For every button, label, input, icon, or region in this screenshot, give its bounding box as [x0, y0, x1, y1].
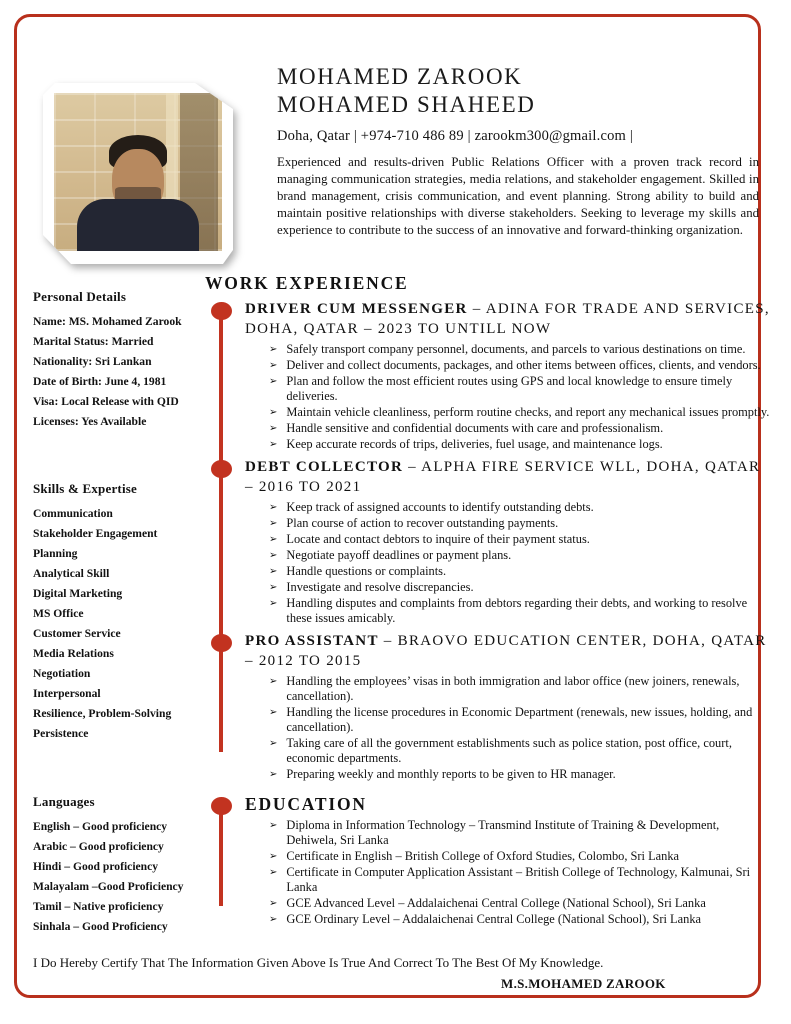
- person-shirt: [77, 199, 199, 251]
- language-item: Hindi – Good proficiency: [33, 860, 159, 873]
- job-title: PRO ASSISTANT – BRAOVO EDUCATION CENTER, DOHA, QATAR – 2012 TO 2015: [245, 633, 767, 669]
- signature-name: M.S.MOHAMED ZAROOK: [501, 976, 666, 991]
- skill-item: Negotiation: [33, 667, 91, 680]
- photo-frame: [43, 83, 233, 264]
- job-bullet: ➢ Safely transport company personnel, documents, and parcels to various destinations on time.: [269, 342, 746, 356]
- job-bullet: ➢ Deliver and collect documents, packages, and other items between offices, clients, and vendors.: [269, 358, 761, 372]
- job-bullet: ➢ Negotiate payoff deadlines or payment plans.: [269, 548, 512, 562]
- personal-detail-item: Marital Status: Married: [33, 335, 154, 348]
- profile-summary: Experienced and results-driven Public Relations Officer with a proven track record in managing communication strategies, media relations, and stakeholder engagement. Skilled in brand management, crisis communication, and event planning. Strong ability to build and maintain positive relationships with diverse stakeholders. Seeking to leverage my skills and experience to contribute to the success of an innovative and forward-thinking organization.: [277, 155, 759, 238]
- work-experience-timeline: [187, 299, 771, 782]
- arrow-bullet-icon: ➢: [269, 598, 278, 609]
- arrow-bullet-icon: ➢: [269, 423, 278, 434]
- skill-item: MS Office: [33, 607, 84, 620]
- skill-item: Interpersonal: [33, 687, 101, 700]
- education-item: ➢ GCE Advanced Level – Addalaichenai Central College (National School), Sri Lanka: [269, 896, 706, 910]
- arrow-bullet-icon: ➢: [269, 769, 278, 780]
- job-bullet: ➢ Plan and follow the most efficient routes using GPS and local knowledge to ensure timely deliveries.: [269, 374, 733, 403]
- arrow-bullet-icon: ➢: [269, 439, 278, 450]
- arrow-bullet-icon: ➢: [269, 867, 278, 878]
- language-item: Arabic – Good proficiency: [33, 840, 164, 853]
- job-bullet: ➢ Handling the employees’ visas in both immigration and labor office (new joiners, renewals, cancellation).: [269, 674, 740, 703]
- arrow-bullet-icon: ➢: [269, 376, 278, 387]
- name-line-2: MOHAMED SHAHEED: [277, 92, 536, 118]
- job-bullet: ➢ Maintain vehicle cleanliness, perform routine checks, and report any mechanical issues promptly.: [269, 405, 770, 419]
- job-title: DRIVER CUM MESSENGER – ADINA FOR TRADE AND SERVICES, DOHA, QATAR – 2023 TO UNTILL NOW: [245, 301, 770, 337]
- candidate-name: [277, 63, 759, 119]
- education-heading: EDUCATION: [245, 794, 367, 814]
- language-item: Sinhala – Good Proficiency: [33, 920, 168, 933]
- contact-line: Doha, Qatar | +974-710 486 89 | zarookm300@gmail.com |: [277, 128, 633, 145]
- name-line-1: MOHAMED ZAROOK: [277, 64, 523, 89]
- job-debt-collector: [245, 457, 771, 626]
- job-bullet: ➢ Taking care of all the government establishments such as police station, post office, court, economic departments.: [269, 736, 732, 765]
- certification-statement: I Do Hereby Certify That The Information Given Above Is True And Correct To The Best Of My Knowledge.: [33, 955, 604, 970]
- education-item: ➢ Certificate in Computer Application Assistant – British College of Technology, Kalmunai, Sri Lanka: [269, 865, 751, 894]
- personal-detail-item: Visa: Local Release with QID: [33, 395, 179, 408]
- languages-section: [33, 794, 197, 937]
- personal-details-list: [33, 312, 197, 432]
- job-title: DEBT COLLECTOR – ALPHA FIRE SERVICE WLL, DOHA, QATAR – 2016 TO 2021: [245, 459, 761, 495]
- education-item: ➢ GCE Ordinary Level – Addalaichenai Central College (National School), Sri Lanka: [269, 912, 702, 926]
- timeline-dot: [211, 302, 232, 320]
- job-bullet: ➢ Handling the license procedures in Economic Department (renewals, new issues, holding, and cancellation).: [269, 705, 753, 734]
- job-driver-cum-messenger: [245, 299, 771, 452]
- arrow-bullet-icon: ➢: [269, 534, 278, 545]
- skill-item: Media Relations: [33, 647, 114, 660]
- footer: [33, 955, 747, 992]
- arrow-bullet-icon: ➢: [269, 518, 278, 529]
- personal-details-section: [33, 289, 197, 432]
- arrow-bullet-icon: ➢: [269, 550, 278, 561]
- skill-item: Digital Marketing: [33, 587, 123, 600]
- job-bullet: ➢ Preparing weekly and monthly reports to be given to HR manager.: [269, 767, 616, 781]
- arrow-bullet-icon: ➢: [269, 566, 278, 577]
- job-pro-assistant: [245, 631, 771, 782]
- arrow-bullet-icon: ➢: [269, 676, 278, 687]
- skill-item: Analytical Skill: [33, 567, 110, 580]
- personal-detail-item: Licenses: Yes Available: [33, 415, 147, 428]
- language-item: Tamil – Native proficiency: [33, 900, 164, 913]
- languages-list: [33, 817, 197, 937]
- timeline-dot: [211, 460, 232, 478]
- skills-title: Skills & Expertise: [33, 481, 137, 496]
- arrow-bullet-icon: ➢: [269, 407, 278, 418]
- arrow-bullet-icon: ➢: [269, 851, 278, 862]
- arrow-bullet-icon: ➢: [269, 582, 278, 593]
- timeline-dot: [211, 634, 232, 652]
- skills-section: [33, 481, 197, 744]
- education-item: ➢ Diploma in Information Technology – Transmind Institute of Training & Development, Dehiwela, Sri Lanka: [269, 818, 720, 847]
- languages-title: Languages: [33, 794, 95, 809]
- personal-detail-item: Date of Birth: June 4, 1981: [33, 375, 167, 388]
- arrow-bullet-icon: ➢: [269, 707, 278, 718]
- timeline-dot: [211, 797, 232, 815]
- arrow-bullet-icon: ➢: [269, 738, 278, 749]
- education-item: ➢ Certificate in English – British College of Oxford Studies, Colombo, Sri Lanka: [269, 849, 680, 863]
- personal-detail-item: Name: MS. Mohamed Zarook: [33, 315, 182, 328]
- arrow-bullet-icon: ➢: [269, 914, 278, 925]
- arrow-bullet-icon: ➢: [269, 344, 278, 355]
- job-bullet: ➢ Keep track of assigned accounts to identify outstanding debts.: [269, 500, 594, 514]
- language-item: English – Good proficiency: [33, 820, 168, 833]
- arrow-bullet-icon: ➢: [269, 502, 278, 513]
- job-bullet: ➢ Plan course of action to recover outstanding payments.: [269, 516, 559, 530]
- job-bullet: ➢ Handling disputes and complaints from debtors regarding their debts, and working to resolve these issues amicably.: [269, 596, 748, 625]
- skill-item: Stakeholder Engagement: [33, 527, 158, 540]
- skill-item: Resilience, Problem-Solving: [33, 707, 172, 720]
- education-list: [269, 818, 771, 927]
- job-bullet: ➢ Keep accurate records of trips, deliveries, fuel usage, and maintenance logs.: [269, 437, 663, 451]
- arrow-bullet-icon: ➢: [269, 898, 278, 909]
- skills-list: [33, 504, 197, 744]
- stone-wall-background: [54, 93, 222, 251]
- education-section: [187, 794, 771, 927]
- work-experience-heading: WORK EXPERIENCE: [205, 273, 409, 293]
- main-column: [187, 273, 771, 928]
- skill-item: Communication: [33, 507, 113, 520]
- job-bullet: ➢ Locate and contact debtors to inquire of their payment status.: [269, 532, 590, 546]
- job-bullet: ➢ Investigate and resolve discrepancies.: [269, 580, 474, 594]
- skill-item: Persistence: [33, 727, 89, 740]
- personal-details-title: Personal Details: [33, 289, 127, 304]
- skill-item: Customer Service: [33, 627, 121, 640]
- skill-item: Planning: [33, 547, 78, 560]
- arrow-bullet-icon: ➢: [269, 820, 278, 831]
- job-bullet: ➢ Handle sensitive and confidential documents with care and professionalism.: [269, 421, 664, 435]
- job-bullet-list: [269, 342, 771, 452]
- profile-photo: [43, 83, 233, 264]
- arrow-bullet-icon: ➢: [269, 360, 278, 371]
- job-bullet-list: [269, 674, 771, 782]
- job-bullet: ➢ Handle questions or complaints.: [269, 564, 447, 578]
- language-item: Malayalam –Good Proficiency: [33, 880, 184, 893]
- header: [277, 63, 759, 252]
- sidebar: [33, 289, 197, 937]
- job-bullet-list: [269, 500, 771, 626]
- personal-detail-item: Nationality: Sri Lankan: [33, 355, 152, 368]
- resume-page: [14, 14, 770, 998]
